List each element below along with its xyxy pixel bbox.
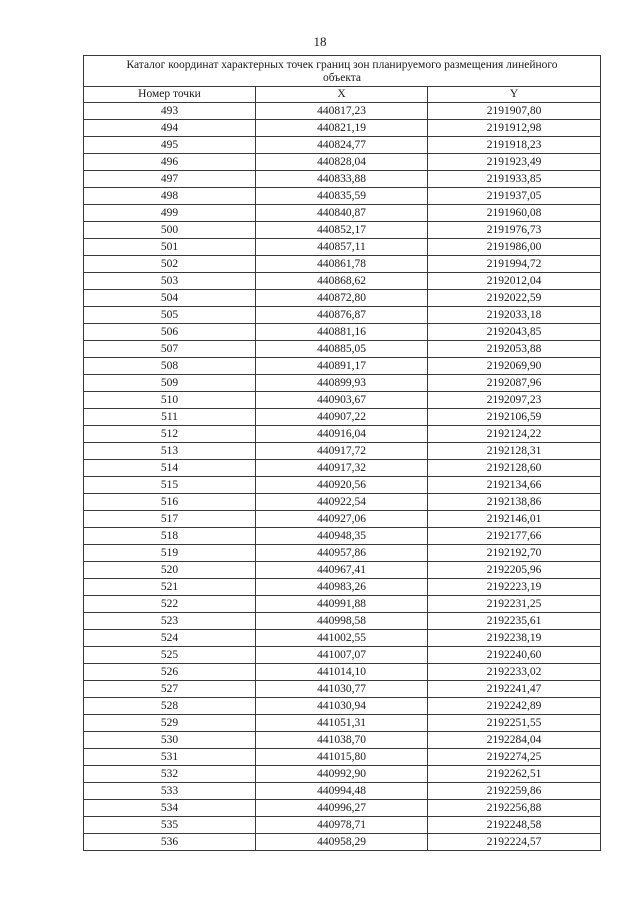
y-coordinate-cell: 2192138,86 [428,494,601,511]
x-coordinate-cell: 440967,41 [256,562,428,579]
x-coordinate-cell: 440891,17 [256,358,428,375]
y-coordinate-cell: 2191912,98 [428,120,601,137]
point-number-cell: 504 [84,290,256,307]
point-number-cell: 513 [84,443,256,460]
table-row [84,358,601,375]
x-coordinate-cell: 440907,22 [256,409,428,426]
point-number-cell: 532 [84,766,256,783]
table-row [84,817,601,834]
x-coordinate-cell: 440922,54 [256,494,428,511]
y-coordinate-cell: 2191918,23 [428,137,601,154]
table-row [84,205,601,222]
table-row [84,290,601,307]
point-number-cell: 521 [84,579,256,596]
point-number-cell: 533 [84,783,256,800]
table-row [84,715,601,732]
x-coordinate-cell: 440903,67 [256,392,428,409]
x-coordinate-cell: 440992,90 [256,766,428,783]
coordinates-table [83,55,601,851]
y-coordinate-cell: 2191994,72 [428,256,601,273]
y-coordinate-cell: 2192235,61 [428,613,601,630]
x-coordinate-cell: 440852,17 [256,222,428,239]
table-row [84,664,601,681]
x-coordinate-cell: 440824,77 [256,137,428,154]
table-row [84,222,601,239]
point-number-cell: 498 [84,188,256,205]
x-coordinate-cell: 440881,16 [256,324,428,341]
point-number-cell: 530 [84,732,256,749]
x-coordinate-cell: 440899,93 [256,375,428,392]
point-number-cell: 517 [84,511,256,528]
y-coordinate-cell: 2192248,58 [428,817,601,834]
y-coordinate-cell: 2192097,23 [428,392,601,409]
y-coordinate-cell: 2192128,31 [428,443,601,460]
point-number-cell: 536 [84,834,256,851]
point-number-cell: 522 [84,596,256,613]
point-number-cell: 503 [84,273,256,290]
column-header-point-number: Номер точки [84,87,256,103]
y-coordinate-cell: 2192022,59 [428,290,601,307]
point-number-cell: 529 [84,715,256,732]
y-coordinate-cell: 2192242,89 [428,698,601,715]
table-row [84,749,601,766]
x-coordinate-cell: 440861,78 [256,256,428,273]
y-coordinate-cell: 2192177,66 [428,528,601,545]
table-row [84,460,601,477]
table-row [84,613,601,630]
table-row [84,324,601,341]
y-coordinate-cell: 2192033,18 [428,307,601,324]
point-number-cell: 510 [84,392,256,409]
y-coordinate-cell: 2192238,19 [428,630,601,647]
x-coordinate-cell: 440868,62 [256,273,428,290]
point-number-cell: 535 [84,817,256,834]
x-coordinate-cell: 441002,55 [256,630,428,647]
y-coordinate-cell: 2192241,47 [428,681,601,698]
x-coordinate-cell: 440835,59 [256,188,428,205]
point-number-cell: 499 [84,205,256,222]
x-coordinate-cell: 440920,56 [256,477,428,494]
table-row [84,732,601,749]
point-number-cell: 497 [84,171,256,188]
y-coordinate-cell: 2191937,05 [428,188,601,205]
point-number-cell: 526 [84,664,256,681]
x-coordinate-cell: 440957,86 [256,545,428,562]
table-row [84,528,601,545]
x-coordinate-cell: 440833,88 [256,171,428,188]
point-number-cell: 509 [84,375,256,392]
point-number-cell: 500 [84,222,256,239]
point-number-cell: 493 [84,103,256,120]
x-coordinate-cell: 440917,72 [256,443,428,460]
table-row [84,103,601,120]
y-coordinate-cell: 2192012,04 [428,273,601,290]
y-coordinate-cell: 2191923,49 [428,154,601,171]
x-coordinate-cell: 440996,27 [256,800,428,817]
y-coordinate-cell: 2192223,19 [428,579,601,596]
x-coordinate-cell: 440872,80 [256,290,428,307]
y-coordinate-cell: 2191907,80 [428,103,601,120]
table-row [84,426,601,443]
table-row [84,120,601,137]
x-coordinate-cell: 440948,35 [256,528,428,545]
point-number-cell: 515 [84,477,256,494]
table-row [84,681,601,698]
point-number-cell: 525 [84,647,256,664]
table-row [84,698,601,715]
y-coordinate-cell: 2192251,55 [428,715,601,732]
table-row [84,834,601,851]
table-row [84,307,601,324]
point-number-cell: 502 [84,256,256,273]
table-row [84,137,601,154]
table-row [84,800,601,817]
table-row [84,239,601,256]
table-row [84,545,601,562]
point-number-cell: 514 [84,460,256,477]
y-coordinate-cell: 2192134,66 [428,477,601,494]
x-coordinate-cell: 440828,04 [256,154,428,171]
table-row [84,783,601,800]
table-row [84,392,601,409]
point-number-cell: 495 [84,137,256,154]
x-coordinate-cell: 441030,77 [256,681,428,698]
y-coordinate-cell: 2192069,90 [428,358,601,375]
y-coordinate-cell: 2192146,01 [428,511,601,528]
y-coordinate-cell: 2192231,25 [428,596,601,613]
point-number-cell: 501 [84,239,256,256]
point-number-cell: 528 [84,698,256,715]
x-coordinate-cell: 440983,26 [256,579,428,596]
y-coordinate-cell: 2192043,85 [428,324,601,341]
table-row [84,511,601,528]
x-coordinate-cell: 440991,88 [256,596,428,613]
x-coordinate-cell: 440885,05 [256,341,428,358]
x-coordinate-cell: 440857,11 [256,239,428,256]
y-coordinate-cell: 2192233,02 [428,664,601,681]
table-row [84,477,601,494]
table-row [84,630,601,647]
x-coordinate-cell: 440927,06 [256,511,428,528]
y-coordinate-cell: 2191986,00 [428,239,601,256]
x-coordinate-cell: 440917,32 [256,460,428,477]
table-row [84,256,601,273]
point-number-cell: 496 [84,154,256,171]
table-row [84,273,601,290]
point-number-cell: 516 [84,494,256,511]
table-row [84,579,601,596]
point-number-cell: 534 [84,800,256,817]
point-number-cell: 531 [84,749,256,766]
table-row [84,562,601,579]
table-row [84,375,601,392]
x-coordinate-cell: 441015,80 [256,749,428,766]
y-coordinate-cell: 2192224,57 [428,834,601,851]
table-row [84,154,601,171]
y-coordinate-cell: 2192259,86 [428,783,601,800]
point-number-cell: 519 [84,545,256,562]
table-title: Каталог координат характерных точек границ зон планируемого размещения линейного объекта [84,56,601,87]
y-coordinate-cell: 2192106,59 [428,409,601,426]
table-row [84,341,601,358]
x-coordinate-cell: 440817,23 [256,103,428,120]
table-row [84,409,601,426]
y-coordinate-cell: 2191933,85 [428,171,601,188]
table-title-row [84,56,601,87]
x-coordinate-cell: 440821,19 [256,120,428,137]
table-row [84,766,601,783]
point-number-cell: 524 [84,630,256,647]
point-number-cell: 494 [84,120,256,137]
x-coordinate-cell: 441038,70 [256,732,428,749]
point-number-cell: 523 [84,613,256,630]
table-row [84,171,601,188]
y-coordinate-cell: 2192274,25 [428,749,601,766]
column-header-y: Y [428,87,601,103]
y-coordinate-cell: 2192053,88 [428,341,601,358]
x-coordinate-cell: 440994,48 [256,783,428,800]
table-row [84,188,601,205]
point-number-cell: 507 [84,341,256,358]
x-coordinate-cell: 441014,10 [256,664,428,681]
x-coordinate-cell: 441030,94 [256,698,428,715]
point-number-cell: 527 [84,681,256,698]
point-number-cell: 520 [84,562,256,579]
y-coordinate-cell: 2192240,60 [428,647,601,664]
x-coordinate-cell: 440876,87 [256,307,428,324]
y-coordinate-cell: 2192128,60 [428,460,601,477]
column-header-x: X [256,87,428,103]
point-number-cell: 508 [84,358,256,375]
point-number-cell: 506 [84,324,256,341]
table-header-row [84,87,601,103]
x-coordinate-cell: 441051,31 [256,715,428,732]
table-row [84,647,601,664]
point-number-cell: 505 [84,307,256,324]
y-coordinate-cell: 2192262,51 [428,766,601,783]
y-coordinate-cell: 2192087,96 [428,375,601,392]
page-number: 18 [313,34,327,49]
y-coordinate-cell: 2192256,88 [428,800,601,817]
table-row [84,443,601,460]
x-coordinate-cell: 440998,58 [256,613,428,630]
x-coordinate-cell: 440978,71 [256,817,428,834]
y-coordinate-cell: 2191976,73 [428,222,601,239]
y-coordinate-cell: 2192284,04 [428,732,601,749]
y-coordinate-cell: 2192192,70 [428,545,601,562]
point-number-cell: 512 [84,426,256,443]
point-number-cell: 511 [84,409,256,426]
y-coordinate-cell: 2192205,96 [428,562,601,579]
x-coordinate-cell: 440840,87 [256,205,428,222]
point-number-cell: 518 [84,528,256,545]
y-coordinate-cell: 2191960,08 [428,205,601,222]
x-coordinate-cell: 441007,07 [256,647,428,664]
x-coordinate-cell: 440916,04 [256,426,428,443]
table-row [84,596,601,613]
x-coordinate-cell: 440958,29 [256,834,428,851]
table-row [84,494,601,511]
y-coordinate-cell: 2192124,22 [428,426,601,443]
